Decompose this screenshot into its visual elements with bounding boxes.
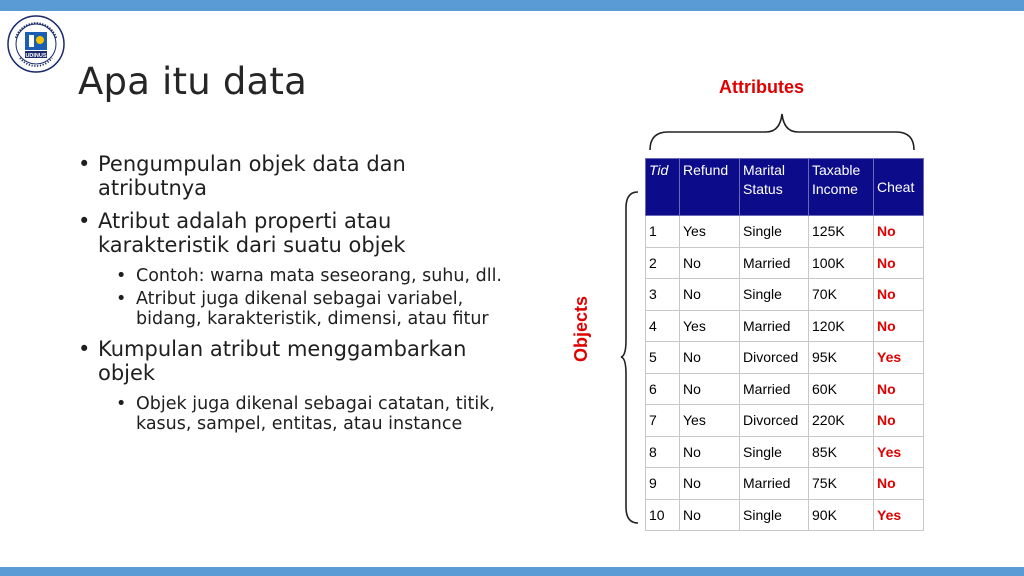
table-cell: No [874, 468, 924, 500]
table-row [646, 499, 924, 531]
table-cell: Married [740, 310, 809, 342]
table-cell: No [680, 436, 740, 468]
objects-brace-icon [620, 190, 640, 525]
column-header: Marital Status [740, 159, 809, 216]
sub-bullet-item [78, 394, 518, 434]
table-cell: Yes [680, 310, 740, 342]
table-row [646, 279, 924, 311]
table-cell: Single [740, 436, 809, 468]
svg-text:UDINUS: UDINUS [25, 53, 47, 59]
bullet-icon: • [116, 266, 127, 286]
sub-bullet-text: Objek juga dikenal sebagai catatan, titik, kasus, sampel, entitas, atau instance [136, 394, 495, 434]
table-cell: Single [740, 499, 809, 531]
table-cell: 75K [809, 468, 874, 500]
table-cell: Married [740, 468, 809, 500]
table-cell: 220K [809, 405, 874, 437]
table-cell: No [680, 468, 740, 500]
bullet-icon: • [78, 209, 91, 233]
table-cell: Single [740, 216, 809, 248]
table-cell: 7 [646, 405, 680, 437]
bullet-icon: • [78, 152, 91, 176]
table-cell: 2 [646, 247, 680, 279]
table-cell: 1 [646, 216, 680, 248]
table-row [646, 373, 924, 405]
table-cell: 5 [646, 342, 680, 374]
table-cell: 4 [646, 310, 680, 342]
column-header: Tid [646, 159, 680, 216]
table-cell: 85K [809, 436, 874, 468]
table-cell: 90K [809, 499, 874, 531]
attributes-brace-icon [648, 110, 916, 152]
table-cell: 3 [646, 279, 680, 311]
bullet-icon: • [116, 289, 127, 309]
udinus-seal-icon [6, 14, 66, 74]
sub-bullet-text: Contoh: warna mata seseorang, suhu, dll. [136, 266, 502, 286]
table-cell: 6 [646, 373, 680, 405]
table-cell: No [680, 247, 740, 279]
table-cell: Single [740, 279, 809, 311]
table-cell: No [680, 373, 740, 405]
table-cell: 8 [646, 436, 680, 468]
bullet-icon: • [78, 337, 91, 361]
page-title: Apa itu data [78, 60, 307, 103]
table-cell: No [874, 373, 924, 405]
table-cell: No [874, 405, 924, 437]
table-cell: Divorced [740, 405, 809, 437]
table-cell: Divorced [740, 342, 809, 374]
sub-bullet-item [78, 266, 518, 286]
table-cell: Married [740, 373, 809, 405]
column-header: Cheat [874, 159, 924, 216]
table-row [646, 468, 924, 500]
table-cell: 120K [809, 310, 874, 342]
table-cell: No [680, 499, 740, 531]
table-cell: 60K [809, 373, 874, 405]
table-cell: No [680, 342, 740, 374]
attributes-label: Attributes [719, 77, 804, 97]
table-cell: Yes [874, 436, 924, 468]
bullet-item [78, 337, 518, 385]
table-cell: Yes [874, 499, 924, 531]
sub-bullet-text: Atribut juga dikenal sebagai variabel, bidang, karakteristik, dimensi, atau fitur [136, 289, 489, 329]
table-cell: Yes [680, 405, 740, 437]
bottom-accent-bar [0, 567, 1024, 576]
table-cell: 70K [809, 279, 874, 311]
table-cell: Yes [680, 216, 740, 248]
bullet-icon: • [116, 394, 127, 414]
table-cell: 95K [809, 342, 874, 374]
table-row [646, 247, 924, 279]
table-cell: No [874, 247, 924, 279]
table-row [646, 436, 924, 468]
table-cell: Yes [874, 342, 924, 374]
table-row [646, 310, 924, 342]
table-cell: No [874, 279, 924, 311]
column-header: Taxable Income [809, 159, 874, 216]
table-row [646, 405, 924, 437]
bullet-text: Pengumpulan objek data dan atributnya [98, 152, 406, 200]
university-logo [6, 14, 66, 74]
bullet-text: Kumpulan atribut menggambarkan objek [98, 337, 467, 385]
table-header-row [646, 159, 924, 216]
table-cell: Married [740, 247, 809, 279]
top-accent-bar [0, 0, 1024, 11]
table-cell: 10 [646, 499, 680, 531]
table-cell: 100K [809, 247, 874, 279]
column-header: Refund [680, 159, 740, 216]
table-cell: 125K [809, 216, 874, 248]
objects-label: Objects [571, 295, 591, 362]
bullet-list [78, 152, 518, 437]
table-cell: 9 [646, 468, 680, 500]
bullet-item [78, 152, 518, 200]
table-row [646, 216, 924, 248]
sub-bullet-item [78, 289, 518, 329]
bullet-text: Atribut adalah properti atau karakteristik dari suatu objek [98, 209, 406, 257]
table-cell: No [680, 279, 740, 311]
bullet-item [78, 209, 518, 257]
data-table [645, 158, 924, 531]
table-row [646, 342, 924, 374]
table-cell: No [874, 310, 924, 342]
table-cell: No [874, 216, 924, 248]
